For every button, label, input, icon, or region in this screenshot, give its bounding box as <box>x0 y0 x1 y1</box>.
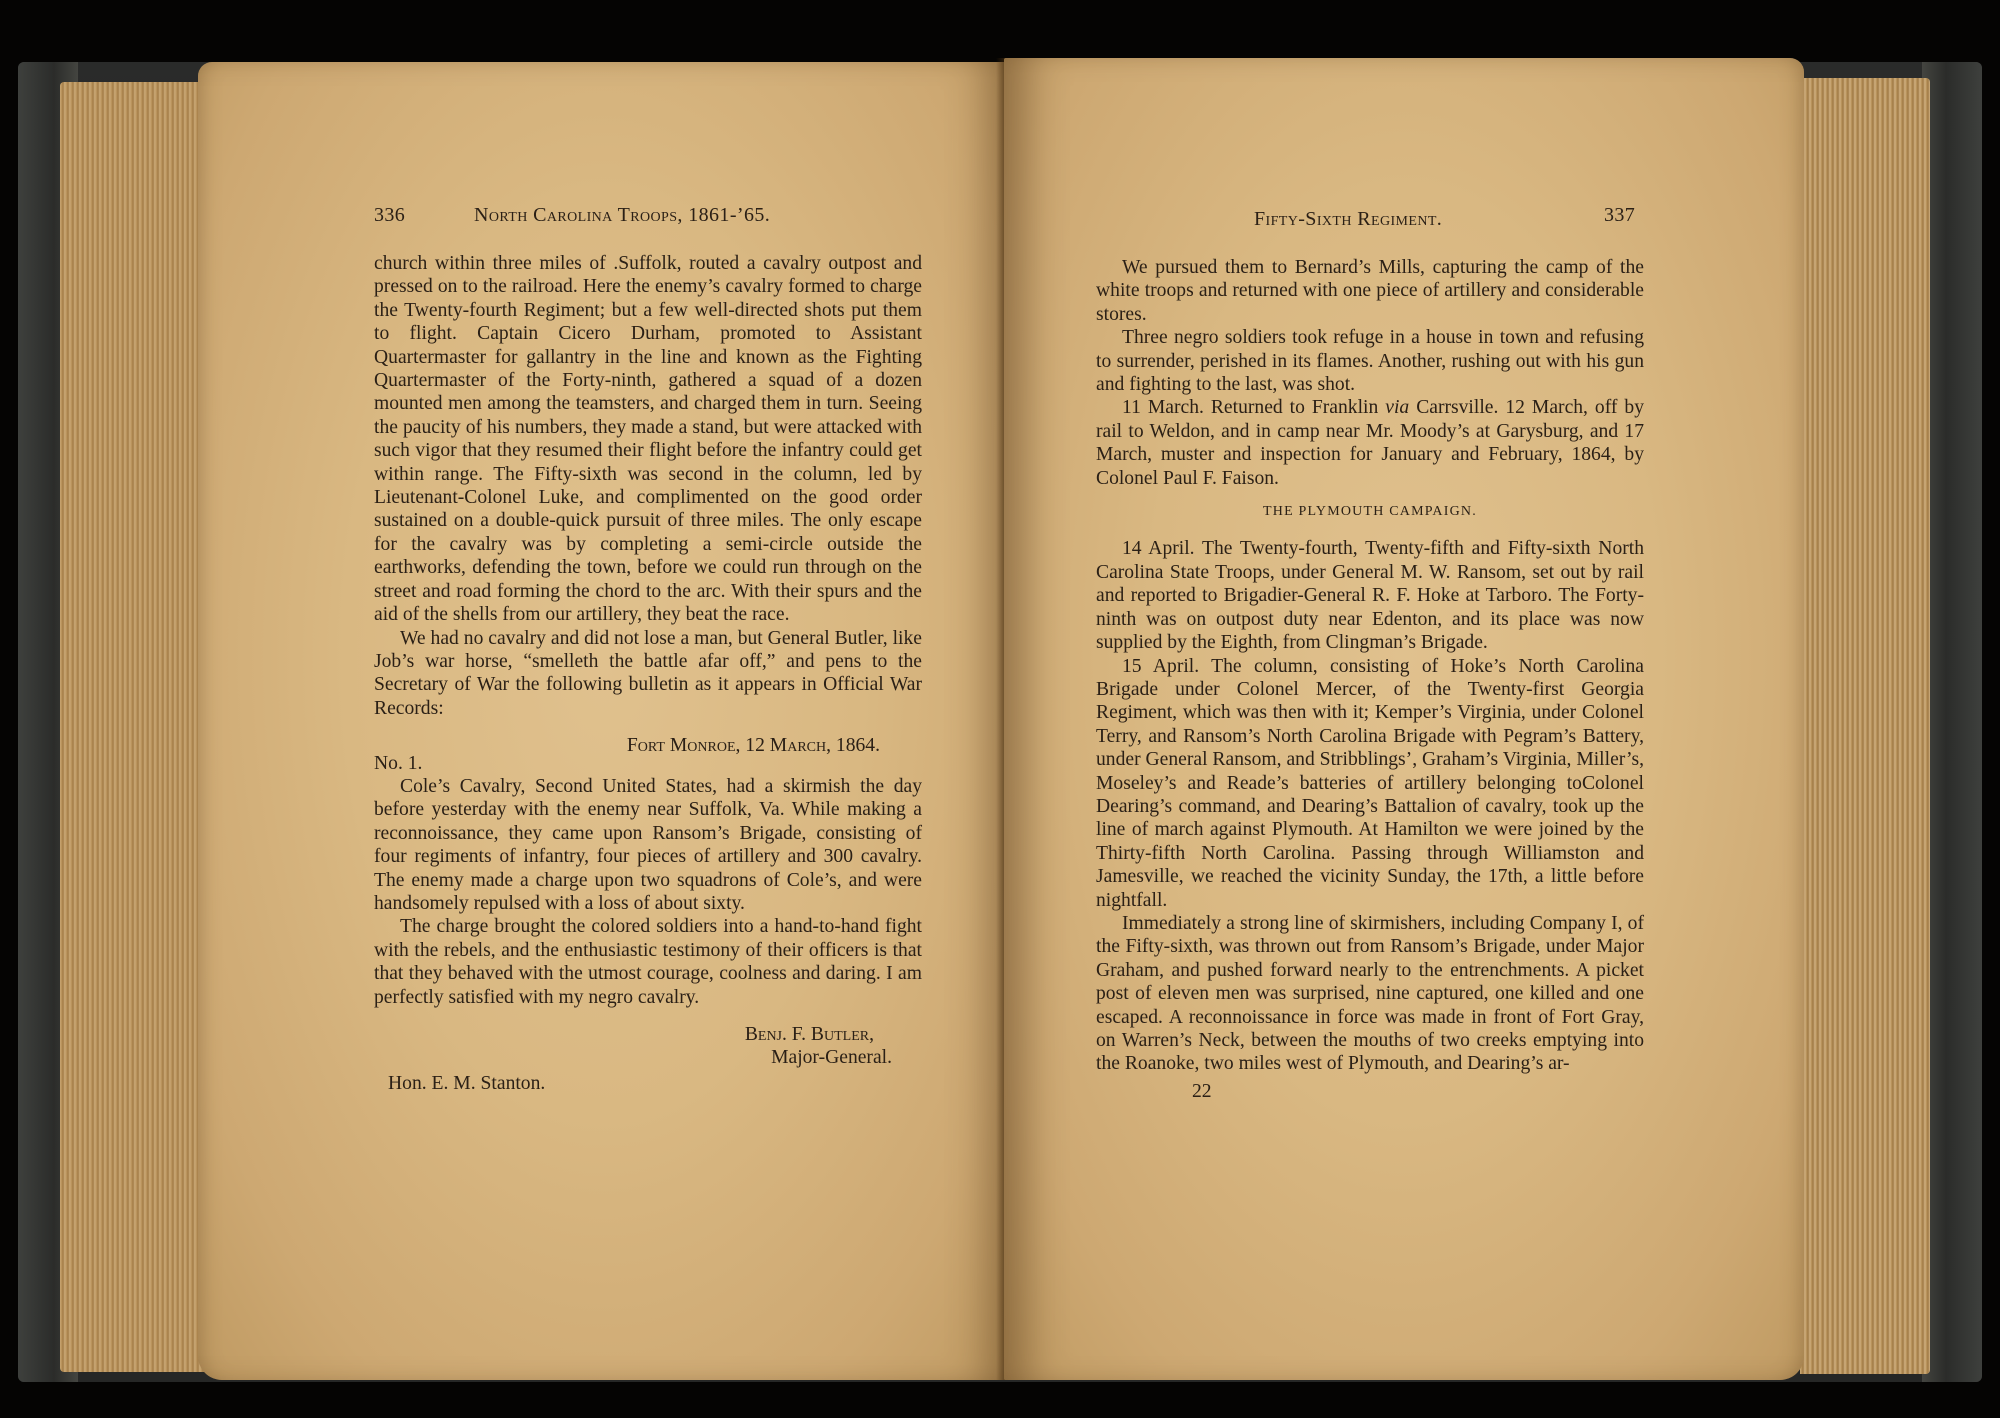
right-page <box>1004 58 1804 1380</box>
right-paragraph-5: 15 April. The column, consisting of Hoke’s North Carolina Brigade under Colonel Mercer, of the Twenty-first Georgia Regiment, which was then with it; Kemper’s Virginia, under Colonel Terry, and Ransom’s North Carolina Brigade with Pegram’s Battery, under General Ransom, and Stribblings’, Graham’s Virginia, Miller’s, Moseley’s and Reade’s batteries of artillery belonging toColonel Dearing’s command, and Dearing’s Battalion of cavalry, took up the line of march against Plymouth. At Hamilton we were joined by the Thirty-fifth North Carolina. Passing through Williamston and Jamesville, we reached the vicinity Sunday, the 17th, a little before nightfall. <box>1096 655 1644 911</box>
letter-signature-name: Benj. F. Butler, <box>744 1024 874 1045</box>
section-heading: THE PLYMOUTH CAMPAIGN. <box>1263 504 1477 520</box>
left-page <box>198 62 1010 1380</box>
letter-paragraph-2: The charge brought the colored soldiers into a hand-to-hand fight with the rebels, and the enthusiastic testimony of their officers is that that they behaved with the utmost courage, coolness and daring. I am perfectly satisfied with my negro cavalry. <box>374 916 922 1008</box>
right-paragraph-3-italic: via <box>1385 397 1410 419</box>
signature-mark: 22 <box>1192 1080 1212 1102</box>
left-text-column <box>374 252 922 1095</box>
right-paragraph-2: Three negro soldiers took refuge in a house in town and refusing to surrender, perished in its flames. Another, rushing out with his gun and fighting to the last, was shot. <box>1096 327 1644 396</box>
right-paragraph-6: Immediately a strong line of skirmishers, including Company I, of the Fifty-sixth, was thrown out from Ransom’s Brigade, under Major Graham, and pushed forward nearly to the entrenchments. A picket post of eleven men was surprised, nine captured, one killed and one escaped. A reconnoissance in force was made in front of Fort Gray, on Warren’s Neck, between the mouths of two creeks emptying into the Roanoke, two miles west of Plymouth, and Dearing’s ar- <box>1096 912 1644 1075</box>
page-number-right: 337 <box>1604 204 1636 226</box>
left-paragraph-2: We had no cavalry and did not lose a man, but General Butler, like Job’s war horse, “smelleth the battle afar off,” and pens to the Secretary of War the following bulletin as it appears in Official War Records: <box>374 627 922 719</box>
letter-dateline: Fort Monroe, 12 March, 1864. <box>626 735 880 757</box>
letter-signature-title: Major-General. <box>771 1047 892 1069</box>
right-paragraph-3-pre: 11 March. Returned to Franklin <box>1122 397 1386 419</box>
left-paragraph-1: church within three miles of .Suffolk, routed a cavalry outpost and pressed on to the railroad. Here the enemy’s cavalry formed to charge the Twenty-fourth Regiment; but a few well-directed shots put them to flight. Captain Cicero Durham, promoted to Assistant Quartermaster for gallantry in the line and known as the Fighting Quartermaster of the Forty-ninth, gathered a squad of a dozen mounted men among the teamsters, and charged them in turn. Seeing the paucity of his numbers, they made a stand, but were attacked with such vigor that they resumed their flight before the infantry could get within range. The Fifty-sixth was second in the column, led by Lieutenant-Colonel Luke, and complimented on the good order sustained on a double-quick pursuit of three miles. The only escape for the cavalry was by completing a semi-circle outside the earthworks, defending the town, before we could run through on the street and road forming the chord to the arc. With their spurs and the aid of the shells from our artillery, they beat the race. <box>374 253 922 626</box>
right-paragraph-4: 14 April. The Twenty-fourth, Twenty-fifth and Fifty-sixth North Carolina State Troops, under General M. W. Ransom, set out by rail and reported to Brigadier-General R. F. Hoke at Tarboro. The Forty-ninth was on outpost duty near Edenton, and its place was now supplied by the Eighth, from Clingman’s Brigade. <box>1096 538 1644 654</box>
page-edges-left <box>60 82 210 1372</box>
letter-addressee: Hon. E. M. Stanton. <box>388 1072 546 1094</box>
right-paragraph-3 <box>1096 396 1644 490</box>
running-head-left: North Carolina Troops, 1861-’65. <box>474 204 771 226</box>
cover-edge-right <box>1922 62 1982 1382</box>
running-head-right: Fifty-Sixth Regiment. <box>1254 208 1443 230</box>
letter-paragraph-1: Cole’s Cavalry, Second United States, had a skirmish the day before yesterday with the enemy near Suffolk, Va. While making a reconnoissance, they came upon Ransom’s Brigade, consisting of four regiments of infantry, four pieces of artillery and 300 cavalry. The enemy made a charge upon two squadrons of Cole’s, and were handsomely repulsed with a loss of about sixty. <box>374 775 922 914</box>
letter-number: No. 1. <box>374 752 423 774</box>
right-paragraph-3-post: Carrsville. 12 March, off by rail to Weldon, and in camp near Mr. Moody’s at Garysburg, and 17 March, muster and inspection for January and February, 1864, by Colonel Paul F. Faison. <box>1096 397 1645 489</box>
right-paragraph-1: We pursued them to Bernard’s Mills, capturing the camp of the white troops and returned with one piece of artillery and considerable stores. <box>1096 257 1644 325</box>
page-edges-right <box>1800 78 1930 1374</box>
page-number-left: 336 <box>374 204 406 226</box>
right-text-column <box>1096 256 1644 1103</box>
